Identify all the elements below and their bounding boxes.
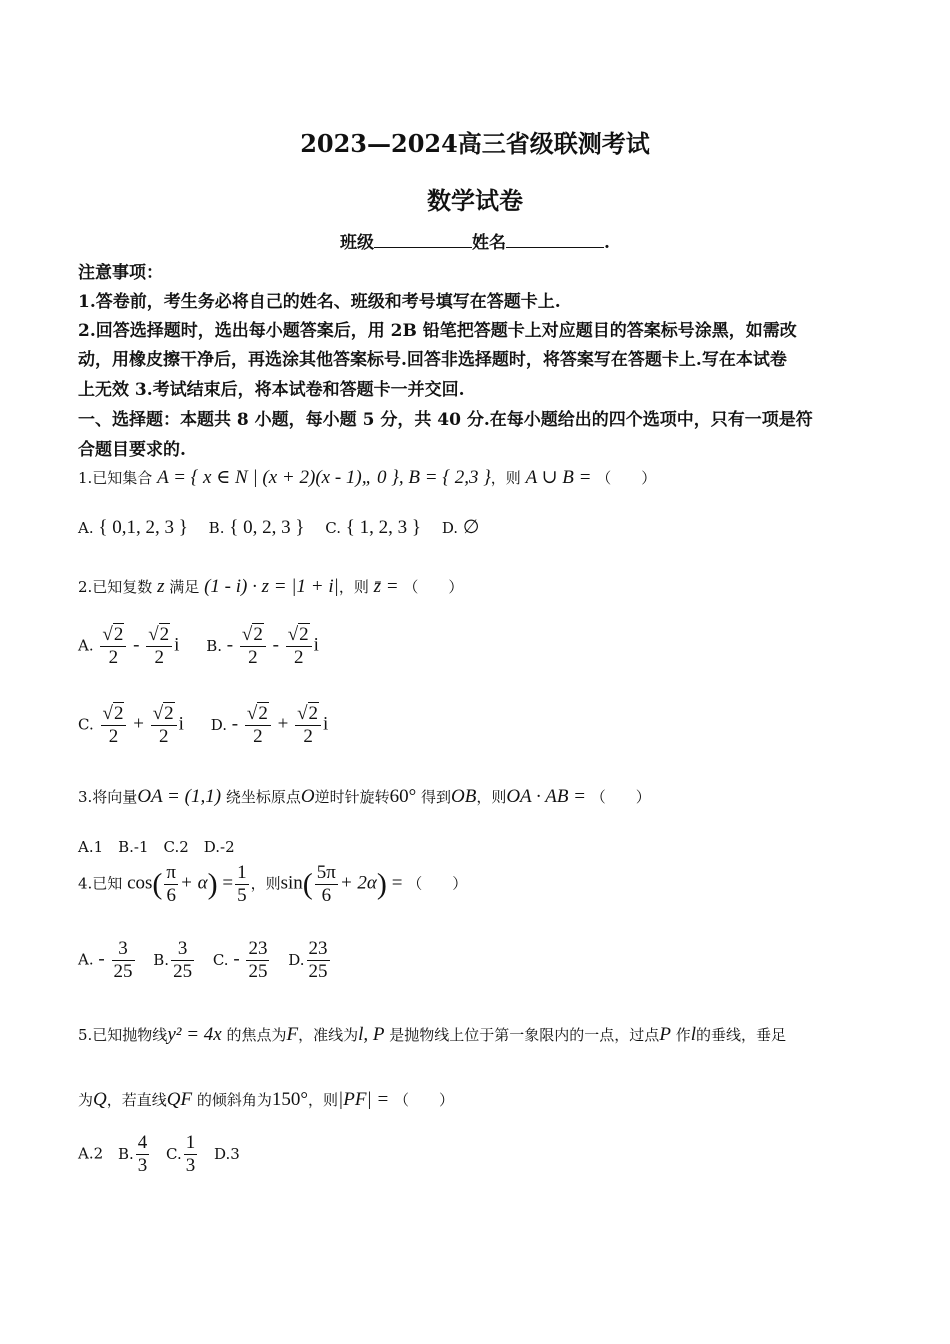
section-intro-b: 合题目要求的. — [78, 440, 186, 460]
name-label: 姓名 — [472, 233, 506, 253]
name-blank[interactable] — [506, 231, 604, 248]
q5-t8: ，则 — [308, 1091, 339, 1109]
end-mark: . — [604, 233, 610, 253]
question-2 — [78, 576, 463, 598]
q5-angle: 150° — [271, 1089, 308, 1110]
q5-c-frac: $\frac{1}{3}$ — [185, 1132, 196, 1176]
q4-opt-a-label[interactable]: A. — [78, 950, 94, 969]
q4-c-frac: $\frac{23}{25}$ — [248, 938, 268, 982]
q2-mid: 满足 — [169, 578, 200, 596]
q4-rparen: ) — [207, 867, 218, 901]
q2-opt-c-label[interactable]: C. — [78, 715, 94, 734]
q5-eq: y² = 4x — [167, 1024, 222, 1045]
q5-t1: 的焦点为 — [226, 1026, 287, 1044]
q3-ob: OB — [450, 786, 477, 807]
q2-options-row1 — [78, 624, 319, 669]
q4-rparen2: ) — [376, 867, 387, 901]
q2-d-sign1: - — [231, 713, 239, 735]
q2-b-frac2: $\frac{√2}{2}$ — [286, 624, 312, 669]
q4-2alpha: + 2α — [339, 872, 377, 894]
q5-opt-d[interactable]: D.3 — [214, 1144, 240, 1163]
q5-line2-prefix: 为 — [78, 1091, 94, 1109]
q4-opt-c-label[interactable]: C. — [212, 950, 229, 969]
class-label: 班级 — [340, 233, 374, 253]
q4-a-frac: $\frac{3}{25}$ — [113, 938, 133, 982]
q4-prefix: 4.已知 — [78, 874, 123, 893]
class-blank[interactable] — [374, 231, 472, 248]
q5-t3: 是抛物线上位于第一象限内的一点，过点 — [389, 1026, 660, 1044]
q4-lparen2: ( — [302, 867, 313, 901]
q2-b-sign1: - — [226, 634, 234, 656]
question-1 — [78, 466, 656, 489]
q3-mid3: 得到 — [420, 788, 451, 806]
q2-zbar: z̄ = — [373, 576, 399, 597]
q3-o: O — [300, 786, 315, 807]
q1-opt-d-label[interactable]: D. — [441, 519, 459, 537]
q3-ask: ，则 — [476, 788, 507, 806]
q4-eq: = — [222, 872, 234, 894]
q5-t4: 作 — [675, 1026, 691, 1044]
q5-lp: l, P — [358, 1024, 385, 1045]
q2-b-frac1: $\frac{√2}{2}$ — [240, 624, 266, 669]
q4-lparen: ( — [152, 867, 163, 901]
q5-options — [78, 1132, 240, 1177]
q5-t7: 的倾斜角为 — [196, 1091, 272, 1109]
q1-options — [78, 516, 479, 539]
q2-c-sign: + — [133, 713, 144, 735]
question-5-line1 — [78, 1024, 786, 1046]
q2-c-frac2: $\frac{√2}{2}$ — [151, 703, 177, 748]
q4-options — [78, 938, 332, 983]
q1-set-a: A = { x ∈ N | (x + 2)(x - 1)„ 0 } — [157, 467, 399, 488]
q1-paren: （ ） — [596, 469, 657, 487]
q4-paren: （ ） — [407, 874, 468, 893]
q5-prefix: 5.已知抛物线 — [78, 1026, 168, 1044]
q1-opt-a-label[interactable]: A. — [78, 519, 94, 537]
q4-sin: sin — [280, 872, 303, 894]
q2-a-frac1: $\frac{√2}{2}$ — [100, 624, 126, 669]
q2-paren: （ ） — [403, 578, 464, 596]
q5-t5: 的垂线，垂足 — [696, 1026, 787, 1044]
q1-expr: A ∪ B = — [525, 467, 592, 488]
q2-b-sign2: - — [272, 634, 279, 656]
class-name-line — [340, 228, 610, 253]
q5-f: F — [286, 1024, 299, 1045]
q5-q: Q — [93, 1089, 107, 1110]
q2-a-sign: - — [133, 634, 140, 656]
q4-ask: ，则 — [250, 874, 281, 893]
q5-t6: ，若直线 — [106, 1091, 167, 1109]
q4-5pi-frac: $\frac{5\pi}{6}$ — [316, 862, 336, 906]
q2-d-frac1: $\frac{√2}{2}$ — [245, 703, 271, 748]
q1-opt-b-value: { 0, 2, 3 } — [229, 517, 305, 538]
q1-set-b: , B = { 2,3 } — [398, 467, 491, 488]
q5-qf: QF — [166, 1089, 193, 1110]
note-line-1: 1.答卷前，考生务必将自己的姓名、班级和考号填写在答题卡上. — [78, 292, 561, 312]
q4-d-frac: $\frac{23}{25}$ — [308, 938, 328, 982]
q1-opt-c-value: { 1, 2, 3 } — [345, 517, 422, 538]
q4-alpha: + α — [180, 872, 208, 894]
q5-pf: |PF| = — [338, 1089, 390, 1110]
q2-a-frac2: $\frac{√2}{2}$ — [146, 624, 172, 669]
q5-t2: ，准线为 — [298, 1026, 359, 1044]
q3-mid2: 逆时针旋转 — [314, 788, 390, 806]
q2-d-i: i — [323, 713, 329, 735]
q2-opt-a-label[interactable]: A. — [78, 636, 94, 655]
q4-pi-frac: $\frac{\pi}{6}$ — [166, 862, 177, 906]
q4-one-fifth: $\frac{1}{5}$ — [237, 862, 247, 906]
q2-opt-b-label[interactable]: B. — [206, 636, 223, 655]
q3-oa: OA = (1,1) — [137, 786, 222, 807]
q1-prefix: 1.已知集合 — [78, 469, 153, 487]
q5-b-frac: $\frac{4}{3}$ — [137, 1132, 148, 1176]
notes-heading: 注意事项： — [78, 263, 163, 283]
q1-opt-d-value: ∅ — [462, 517, 480, 538]
section-intro-a: 一、选择题：本题共 8 小题，每小题 5 分，共 40 分.在每小题给出的四个选项中，只有一项是符 — [78, 410, 813, 430]
question-4 — [78, 862, 467, 907]
q5-paren: （ ） — [394, 1091, 455, 1109]
q4-c-sign: - — [233, 948, 240, 970]
q1-opt-b-label[interactable]: B. — [208, 519, 225, 537]
q2-z: z — [157, 576, 165, 597]
q2-opt-d-label[interactable]: D. — [210, 715, 227, 734]
q4-opt-d-label[interactable]: D. — [288, 950, 305, 969]
exam-title: 2023—2024高三省级联测考试 — [300, 129, 650, 158]
q2-a-i: i — [174, 634, 180, 656]
q4-opt-b-label[interactable]: B. — [153, 950, 170, 969]
question-3 — [78, 786, 651, 808]
q3-expr: OA · AB = — [506, 786, 587, 807]
q3-paren: （ ） — [590, 788, 651, 806]
q4-cos: cos — [127, 872, 153, 894]
q3-mid1: 绕坐标原点 — [225, 788, 301, 806]
q5-opt-a[interactable]: A.2 — [78, 1144, 104, 1163]
q2-ask: ，则 — [338, 578, 369, 596]
note-line-2c: 上无效 3.考试结束后，将本试卷和答题卡一并交回. — [78, 380, 465, 400]
exam-subtitle: 数学试卷 — [427, 186, 523, 215]
q5-l: l — [690, 1024, 696, 1045]
q2-prefix: 2.已知复数 — [78, 578, 153, 596]
q3-angle: 60° — [389, 786, 417, 807]
q2-d-sign2: + — [277, 713, 289, 735]
q1-opt-c-label[interactable]: C. — [325, 519, 341, 537]
q5-opt-b-label[interactable]: B. — [117, 1144, 134, 1163]
q2-b-i: i — [313, 634, 319, 656]
q2-c-frac1: $\frac{√2}{2}$ — [101, 703, 127, 748]
note-line-2b: 动，用橡皮擦干净后，再选涂其他答案标号.回答非选择题时，将答案写在答题卡上.写在本试卷 — [78, 350, 787, 370]
q1-opt-a-value: { 0,1, 2, 3 } — [98, 517, 188, 538]
q2-d-frac2: $\frac{√2}{2}$ — [295, 703, 321, 748]
note-line-2a: 2.回答选择题时，选出每小题答案后，用 2B 铅笔把答题卡上对应题目的答案标号涂黑，如需改 — [78, 321, 797, 341]
q5-opt-c-label[interactable]: C. — [166, 1144, 182, 1163]
q2-options-row2 — [78, 703, 328, 748]
q1-ask: ，则 — [490, 469, 521, 487]
q2-equation: (1 - i) · z = |1 + i| — [204, 576, 339, 597]
q4-a-sign: - — [98, 948, 105, 970]
q2-c-i: i — [178, 713, 184, 735]
question-5-line2 — [78, 1089, 454, 1111]
q5-p: P — [659, 1024, 671, 1045]
q3-options[interactable]: A.1 B.-1 C.2 D.-2 — [78, 838, 235, 856]
q4-eq2: = — [391, 872, 403, 894]
q3-prefix: 3.将向量 — [78, 788, 138, 806]
q4-b-frac: $\frac{3}{25}$ — [173, 938, 193, 982]
